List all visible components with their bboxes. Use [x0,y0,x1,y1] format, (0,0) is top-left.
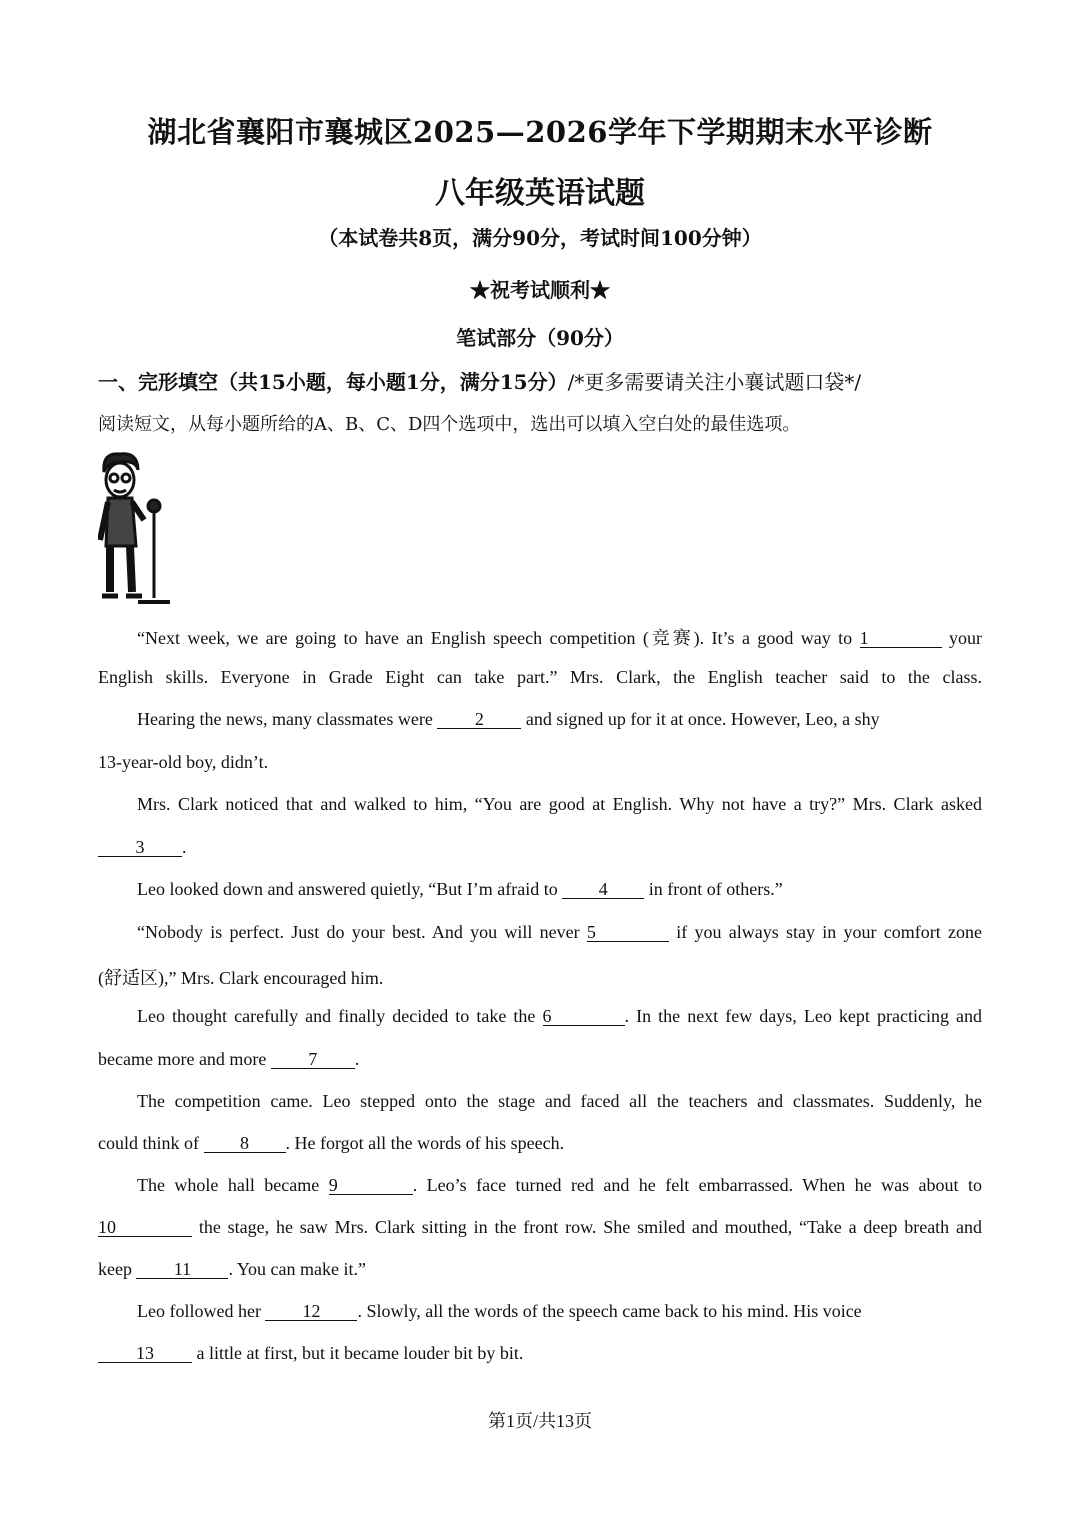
blank-2: 2 [437,710,521,729]
passage-line-9: (舒适区),” Mrs. Clark encouraged him. [98,968,384,988]
good-luck-line: ★祝考试顺利★ [470,278,610,302]
exam-info: （本试卷共8页，满分90分，考试时间100分钟） [318,226,762,250]
passage-line-11: became more and more 7 . [98,1049,360,1069]
section-title: 一、完形填空（共15小题，每小题1分，满分15分） [98,370,568,394]
exam-subtitle: 八年级英语试题 [435,176,645,211]
blank-10: 10 [98,1218,192,1237]
passage-line-3: Hearing the news, many classmates were 2 and signed up for it at once. However, Leo, a shy [137,709,880,729]
blank-4: 4 [562,880,644,899]
passage-line-15: 10 the stage, he saw Mrs. Clark sitting in the front row. She smiled and mouthed, “Take a deep breath and [98,1217,983,1237]
page-number: 第1页/共13页 [487,1411,592,1431]
exam-title: 湖北省襄阳市襄城区2025—2026学年下学期期末水平诊断 [147,115,933,149]
passage-line-17: Leo followed her 12 . Slowly, all the words of the speech came back to his mind. His voice [137,1301,862,1321]
blank-3: 3 [98,838,182,857]
section-note: /*更多需要请关注小襄试题口袋*/ [567,370,862,394]
passage-line-4: 13-year-old boy, didn’t. [98,752,269,772]
blank-6: 6 [543,1007,625,1026]
section-heading [98,366,998,395]
passage-line-2: English skills. Everyone in Grade Eight can take part.” Mrs. Clark, the English teacher said to the class. [98,667,982,687]
blank-9: 9 [329,1176,413,1195]
passage-line-14: The whole hall became 9 . Leo’s face turned red and he felt embarrassed. When he was about to [137,1175,982,1195]
section-instruction: 阅读短文，从每小题所给的A、B、C、D四个选项中，选出可以填入空白处的最佳选项。 [98,414,801,435]
blank-13: 13 [98,1344,192,1363]
blank-5: 5 [587,923,669,942]
passage-line-7: Leo looked down and answered quietly, “But I’m afraid to 4 in front of others.” [137,879,783,899]
passage-line-10: Leo thought carefully and finally decided to take the 6 . In the next few days, Leo kept practicing and [137,1006,983,1026]
passage-line-13: could think of 8 . He forgot all the words of his speech. [98,1133,565,1153]
passage-line-16: keep 11 . You can make it.” [98,1259,366,1279]
blank-7: 7 [271,1050,355,1069]
blank-12: 12 [265,1302,357,1321]
passage-line-18: 13 a little at first, but it became louder bit by bit. [98,1343,982,1364]
blank-8: 8 [204,1134,286,1153]
written-part-heading: 笔试部分（90分） [456,326,624,350]
passage-line-5: Mrs. Clark noticed that and walked to him, “You are good at English. Why not have a try?” Mrs. Clark asked [137,794,982,814]
passage-line-12: The competition came. Leo stepped onto the stage and faced all the teachers and classmates. Suddenly, he [137,1091,982,1111]
passage-line-8: “Nobody is perfect. Just do your best. And you will never 5 if you always stay in your comfort zone [137,922,983,942]
blank-1: 1 [860,629,942,648]
passage-line-1: “Next week, we are going to have an English speech competition (竞赛). It’s a good way to 1 your [137,628,983,648]
blank-11: 11 [136,1260,228,1279]
passage-line-6: 3 . [98,837,982,858]
boy-with-microphone-illustration [98,450,178,608]
